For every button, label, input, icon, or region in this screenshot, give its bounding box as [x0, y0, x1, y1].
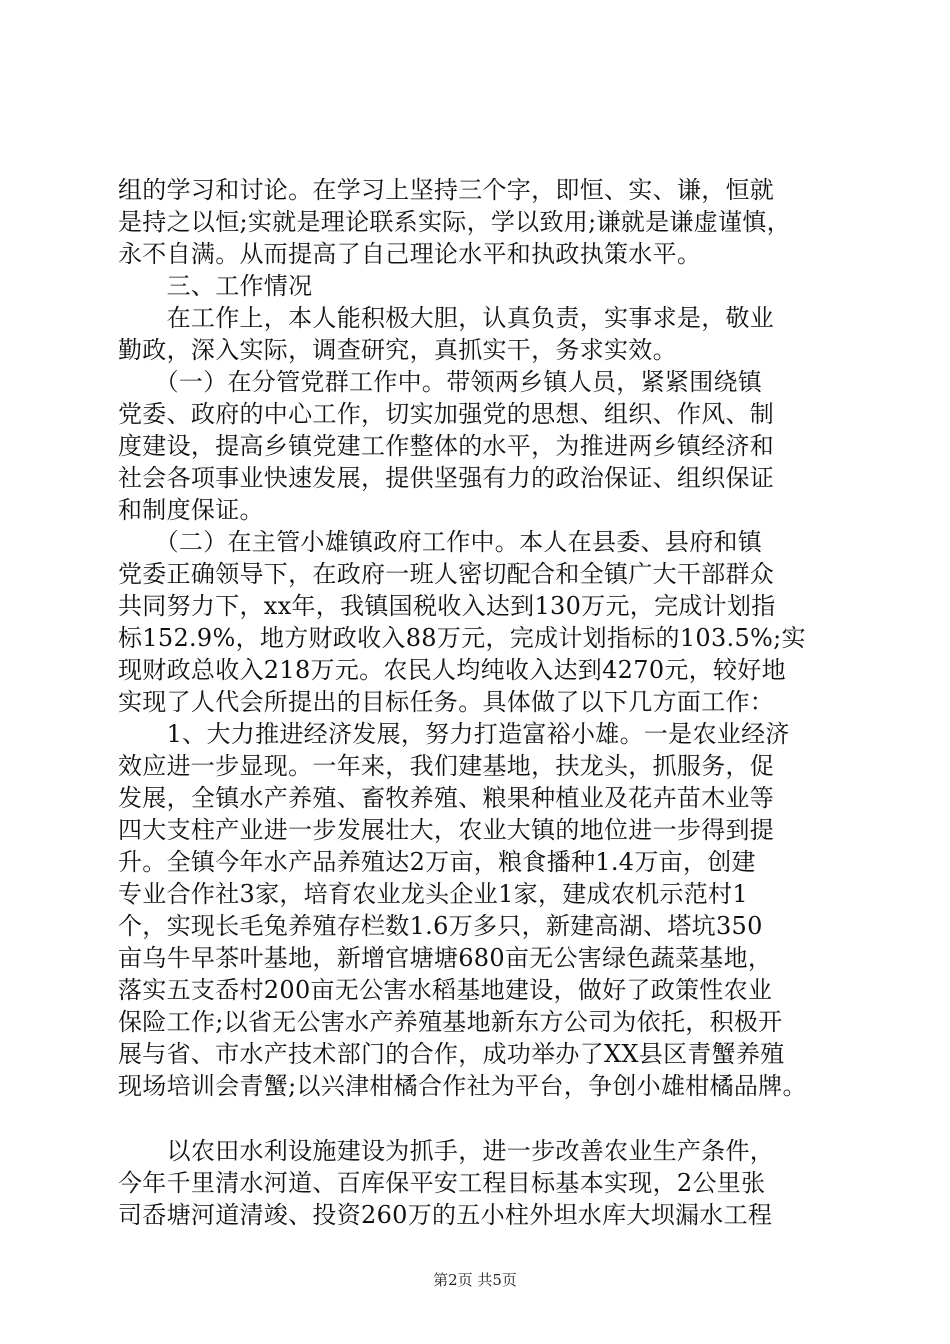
text-line: 现场培训会青蟹;以兴津柑橘合作社为平台，争创小雄柑橘品牌。 [118, 1072, 807, 1100]
text-line: 今年千里清水河道、百库保平安工程目标基本实现，2公里张 [118, 1169, 766, 1197]
paragraph-gap [118, 1102, 838, 1135]
text-line: 社会各项事业快速发展，提供坚强有力的政治保证、组织保证 [118, 464, 775, 492]
body-text [118, 174, 838, 1231]
text-line: 落实五支岙村200亩无公害水稻基地建设，做好了政策性农业 [118, 976, 773, 1004]
text-line: 1、大力推进经济发展，努力打造富裕小雄。一是农业经济 [118, 720, 790, 748]
text-line: 以农田水利设施建设为抓手，进一步改善农业生产条件， [118, 1137, 775, 1165]
text-line: （二）在主管小雄镇政府工作中。本人在县委、县府和镇 [118, 528, 763, 556]
text-line: 效应进一步显现。一年来，我们建基地，扶龙头，抓服务，促 [118, 752, 775, 780]
text-line: 实现了人代会所提出的目标任务。具体做了以下几方面工作： [118, 688, 775, 716]
text-line: 亩乌牛早茶叶基地，新增官塘塘680亩无公害绿色蔬菜基地， [118, 944, 773, 972]
text-line: 永不自满。从而提高了自己理论水平和执政执策水平。 [118, 240, 702, 268]
text-line: 标152.9%，地方财政收入88万元，完成计划指标的103.5%;实 [118, 624, 806, 652]
text-line: 度建设，提高乡镇党建工作整体的水平，为推进两乡镇经济和 [118, 432, 775, 460]
page-number: 第2页 [433, 1271, 473, 1289]
text-line: 勤政，深入实际，调查研究，真抓实干，务求实效。 [118, 336, 677, 364]
text-line: 四大支柱产业进一步发展壮大，农业大镇的地位进一步得到提 [118, 816, 775, 844]
text-line: 在工作上，本人能积极大胆，认真负责，实事求是，敬业 [118, 304, 775, 332]
page-footer [0, 1270, 950, 1290]
text-line: 保险工作;以省无公害水产养殖基地新东方公司为依托，积极开 [118, 1008, 783, 1036]
text-line: （一）在分管党群工作中。带领两乡镇人员，紧紧围绕镇 [118, 368, 763, 396]
text-line: 党委、政府的中心工作，切实加强党的思想、组织、作风、制 [118, 400, 775, 428]
section-heading: 三、工作情况 [118, 272, 313, 300]
text-line: 共同努力下，xx年，我镇国税收入达到130万元，完成计划指 [118, 592, 776, 620]
page-total: 共5页 [477, 1271, 517, 1289]
text-line: 现财政总收入218万元。农民人均纯收入达到4270元，较好地 [118, 656, 786, 684]
text-line: 党委正确领导下，在政府一班人密切配合和全镇广大干部群众 [118, 560, 775, 588]
text-line: 和制度保证。 [118, 496, 264, 524]
text-line: 司岙塘河道清竣、投资260万的五小柱外坦水库大坝漏水工程 [118, 1201, 773, 1229]
text-line: 发展，全镇水产养殖、畜牧养殖、粮果种植业及花卉苗木业等 [118, 784, 775, 812]
text-line: 个，实现长毛兔养殖存栏数1.6万多只，新建高湖、塔坑350 [118, 912, 763, 940]
text-line: 专业合作社3家，培育农业龙头企业1家，建成农机示范村1 [118, 880, 748, 908]
text-line: 升。全镇今年水产品养殖达2万亩，粮食播种1.4万亩，创建 [118, 848, 756, 876]
text-line: 展与省、市水产技术部门的合作，成功举办了XX县区青蟹养殖 [118, 1040, 785, 1068]
text-line: 组的学习和讨论。在学习上坚持三个字，即恒、实、谦，恒就 [118, 176, 775, 204]
text-line: 是持之以恒;实就是理论联系实际，学以致用;谦就是谦虚谨慎， [118, 208, 791, 236]
